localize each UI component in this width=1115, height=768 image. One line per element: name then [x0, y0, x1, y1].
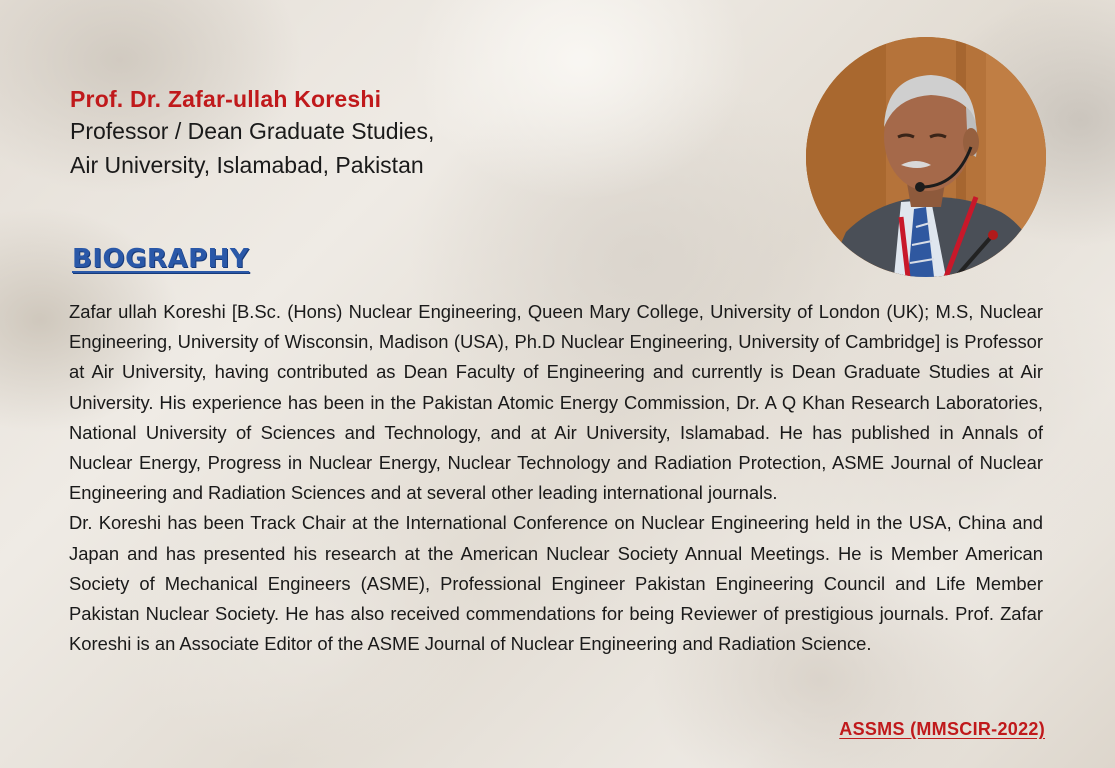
biography-heading: BIOGRAPHY	[72, 244, 250, 274]
profile-header	[70, 84, 770, 182]
footer-label[interactable]: ASSMS (MMSCIR-2022)	[839, 719, 1045, 739]
biography-text	[69, 297, 1043, 659]
profile-photo	[806, 37, 1046, 277]
profile-name: Prof. Dr. Zafar-ullah Koreshi	[70, 86, 382, 112]
profile-position: Professor / Dean Graduate Studies,	[70, 118, 435, 144]
profile-affiliation: Air University, Islamabad, Pakistan	[70, 152, 424, 178]
biography-paragraph: Zafar ullah Koreshi [B.Sc. (Hons) Nuclear Engineering, Queen Mary College, University of London (UK); M.S, Nuclear Engineering, University of Wisconsin, Madison (USA), Ph.D Nuclear Engineering, University of Cambridge] is Professor at Air University, having contributed as Dean Faculty of Engineering and currently is Dean Graduate Studies at Air University. His experience has been in the Pakistan Atomic Energy Commission, Dr. A Q Khan Research Laboratories, National University of Sciences and Technology, and at Air University, Islamabad. He has published in Annals of Nuclear Energy, Progress in Nuclear Energy, Nuclear Technology and Radiation Protection, ASME Journal of Nuclear Engineering and Radiation Sciences and at several other leading international journals.	[69, 301, 1043, 504]
biography-paragraph: Dr. Koreshi has been Track Chair at the International Conference on Nuclear Engineering held in the USA, China and Japan and has presented his research at the American Nuclear Society Annual Meetings. He is Member American Society of Mechanical Engineers (ASME), Professional Engineer Pakistan Engineering Council and Life Member Pakistan Nuclear Society. He has also received commendations for being Reviewer of prestigious journals. Prof. Zafar Koreshi is an Associate Editor of the ASME Journal of Nuclear Engineering and Radiation Science.	[69, 512, 1043, 655]
portrait-image	[806, 37, 1046, 277]
